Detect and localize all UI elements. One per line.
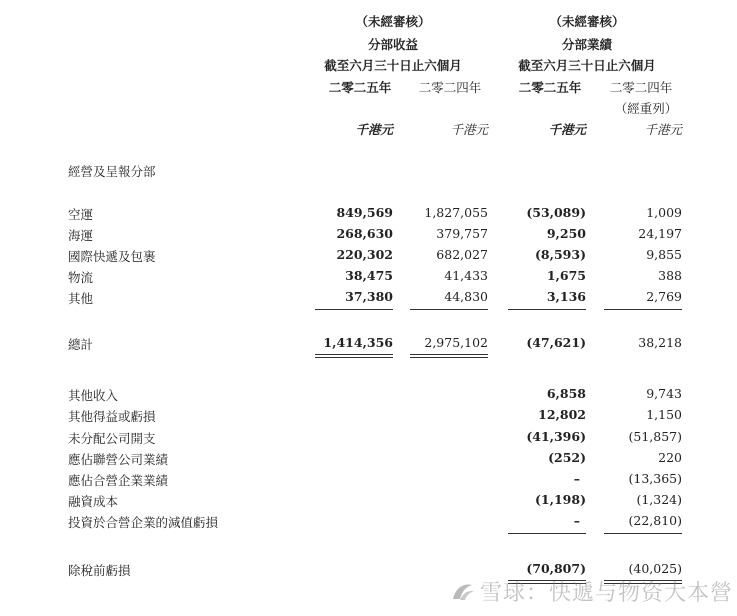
results-2025-cell: 3,136 xyxy=(546,289,586,304)
restated-label: （經重列） xyxy=(614,101,678,116)
results-2024-cell: (51,857) xyxy=(628,429,682,444)
row-label: 融資成本 xyxy=(68,494,119,509)
segment-results-heading: 分部業績 xyxy=(561,37,612,52)
total-double-rule xyxy=(315,354,393,355)
year-2024-results: 二零二四年 xyxy=(609,80,673,95)
watermark-text: 雪球：快遞与物资大本營 xyxy=(480,581,734,606)
unit-label: 千港元 xyxy=(450,122,488,137)
subtotal-rule xyxy=(604,309,682,310)
segment-revenue-heading: 分部收益 xyxy=(367,37,418,52)
revenue-2024-cell: 2,975,102 xyxy=(424,335,488,350)
row-label: 其他得益或虧損 xyxy=(68,409,156,424)
results-2025-cell: (252) xyxy=(548,450,586,465)
results-2025-cell: – xyxy=(573,471,580,486)
revenue-2025-cell: 1,414,356 xyxy=(323,335,393,350)
results-2024-cell: 9,855 xyxy=(646,247,682,262)
revenue-2024-cell: 379,757 xyxy=(436,226,488,241)
results-2024-cell: 24,197 xyxy=(638,226,682,241)
results-2025-cell: (8,593) xyxy=(535,247,586,262)
results-2024-cell: 38,218 xyxy=(638,335,682,350)
row-label: 除稅前虧損 xyxy=(68,563,131,578)
revenue-2024-cell: 1,827,055 xyxy=(424,205,488,220)
total-double-rule xyxy=(410,354,488,355)
row-label: 應佔聯營公司業績 xyxy=(68,452,169,467)
results-2024-cell: 1,150 xyxy=(646,407,682,422)
results-2024-cell: (40,025) xyxy=(628,561,682,576)
subtotal-rule xyxy=(315,309,393,310)
results-2024-cell: 9,743 xyxy=(646,386,682,401)
total-double-rule xyxy=(410,357,488,358)
unaudited-label-results: （未經審核） xyxy=(549,14,625,29)
results-2024-cell: 1,009 xyxy=(646,205,682,220)
results-2024-cell: 2,769 xyxy=(646,289,682,304)
section-title: 經營及呈報分部 xyxy=(68,164,156,179)
watermark xyxy=(450,576,733,607)
row-label: 其他收入 xyxy=(68,388,119,403)
results-2024-cell: (1,324) xyxy=(636,492,682,507)
subtotal-rule xyxy=(410,309,488,310)
revenue-2025-cell: 220,302 xyxy=(336,247,393,262)
results-2025-cell: (53,089) xyxy=(526,205,586,220)
unit-label: 千港元 xyxy=(355,122,393,137)
revenue-2025-cell: 37,380 xyxy=(345,289,393,304)
results-2025-cell: 6,858 xyxy=(546,386,586,401)
row-label: 國際快遞及包裹 xyxy=(68,249,156,264)
results-2025-cell: 1,675 xyxy=(546,268,586,283)
results-2024-cell: (13,365) xyxy=(628,471,682,486)
results-2025-cell: (1,198) xyxy=(535,492,586,507)
year-2025-results: 二零二五年 xyxy=(518,80,582,95)
results-2025-cell: 9,250 xyxy=(546,226,586,241)
revenue-2025-cell: 38,475 xyxy=(345,268,393,283)
revenue-2025-cell: 268,630 xyxy=(336,226,393,241)
subtotal-rule xyxy=(604,533,682,534)
row-label: 未分配公司開支 xyxy=(68,431,156,446)
revenue-2024-cell: 41,433 xyxy=(444,268,488,283)
unit-label: 千港元 xyxy=(548,122,586,137)
results-2024-cell: 388 xyxy=(658,268,682,283)
period-heading-revenue: 截至六月三十日止六個月 xyxy=(324,58,462,73)
year-2024-revenue: 二零二四年 xyxy=(418,80,482,95)
row-label: 空運 xyxy=(68,207,94,222)
row-label: 物流 xyxy=(68,270,94,285)
results-2024-cell: (22,810) xyxy=(628,513,682,528)
results-2025-cell: (70,807) xyxy=(526,561,586,576)
subtotal-rule xyxy=(508,309,586,310)
year-2025-revenue: 二零二五年 xyxy=(328,80,392,95)
unit-label: 千港元 xyxy=(644,122,682,137)
period-heading-results: 截至六月三十日止六個月 xyxy=(518,58,656,73)
total-double-rule xyxy=(315,357,393,358)
unaudited-label-revenue: （未經審核） xyxy=(355,14,431,29)
row-label: 其他 xyxy=(68,291,94,306)
revenue-2024-cell: 44,830 xyxy=(444,289,488,304)
results-2024-cell: 220 xyxy=(658,450,682,465)
results-2025-cell: 12,802 xyxy=(538,407,586,422)
row-label: 投資於合營企業的減值虧損 xyxy=(68,515,219,530)
results-2025-cell: (41,396) xyxy=(526,429,586,444)
revenue-2024-cell: 682,027 xyxy=(436,247,488,262)
revenue-2025-cell: 849,569 xyxy=(336,205,393,220)
row-label: 總計 xyxy=(68,337,94,352)
subtotal-rule xyxy=(508,533,586,534)
results-2025-cell: (47,621) xyxy=(526,335,586,350)
results-2025-cell: – xyxy=(573,513,580,528)
row-label: 海運 xyxy=(68,228,94,243)
snowball-logo-icon xyxy=(450,581,476,603)
row-label: 應佔合營企業業績 xyxy=(68,473,169,488)
